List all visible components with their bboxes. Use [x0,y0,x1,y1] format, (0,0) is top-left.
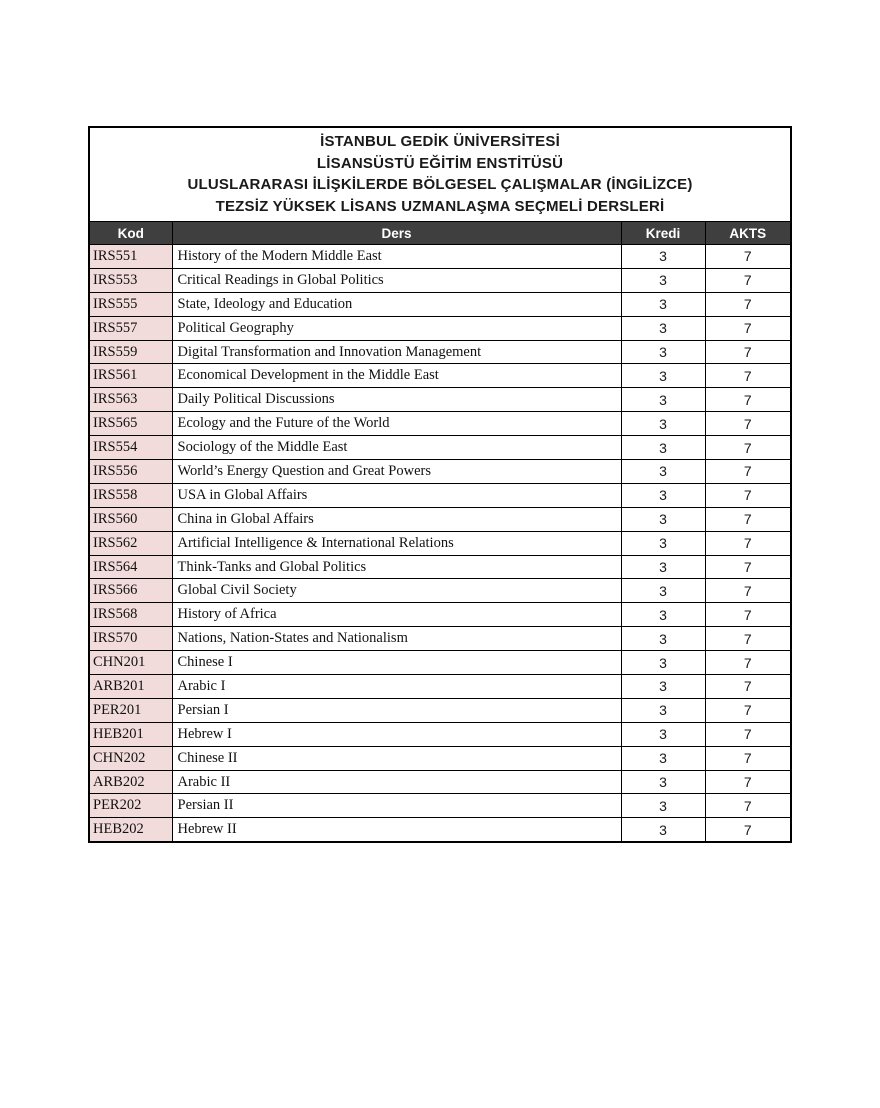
course-credit-cell: 3 [621,507,705,531]
course-name-cell: Critical Readings in Global Politics [172,268,621,292]
course-credit-cell: 3 [621,627,705,651]
course-credit-cell: 3 [621,531,705,555]
course-code-cell: IRS562 [89,531,172,555]
course-row [89,818,791,842]
course-akts-cell: 7 [705,651,791,675]
course-code-cell: CHN201 [89,651,172,675]
course-credit-cell: 3 [621,651,705,675]
course-name-cell: Chinese II [172,746,621,770]
course-akts-cell: 7 [705,507,791,531]
course-code-cell: IRS559 [89,340,172,364]
course-credit-cell: 3 [621,245,705,269]
title-line-university: İSTANBUL GEDİK ÜNİVERSİTESİ [320,133,560,150]
course-credit-cell: 3 [621,316,705,340]
course-credit-cell: 3 [621,340,705,364]
course-akts-cell: 7 [705,268,791,292]
course-credit-cell: 3 [621,722,705,746]
course-name-cell: China in Global Affairs [172,507,621,531]
course-akts-cell: 7 [705,794,791,818]
course-credit-cell: 3 [621,675,705,699]
course-akts-cell: 7 [705,579,791,603]
course-row [89,340,791,364]
course-credit-cell: 3 [621,746,705,770]
course-row [89,388,791,412]
course-akts-cell: 7 [705,340,791,364]
course-row [89,627,791,651]
course-table-body [89,245,791,843]
course-name-cell: Ecology and the Future of the World [172,412,621,436]
course-code-cell: IRS563 [89,388,172,412]
course-row [89,651,791,675]
course-akts-cell: 7 [705,555,791,579]
course-code-cell: PER202 [89,794,172,818]
course-akts-cell: 7 [705,698,791,722]
course-name-cell: USA in Global Affairs [172,483,621,507]
course-credit-cell: 3 [621,579,705,603]
course-credit-cell: 3 [621,388,705,412]
course-row [89,245,791,269]
course-credit-cell: 3 [621,603,705,627]
course-name-cell: World’s Energy Question and Great Powers [172,460,621,484]
course-name-cell: History of Africa [172,603,621,627]
course-name-cell: Digital Transformation and Innovation Management [172,340,621,364]
course-name-cell: Arabic I [172,675,621,699]
course-code-cell: IRS564 [89,555,172,579]
course-row [89,436,791,460]
course-name-cell: Arabic II [172,770,621,794]
course-name-cell: Political Geography [172,316,621,340]
course-code-cell: IRS551 [89,245,172,269]
course-code-cell: HEB202 [89,818,172,842]
course-akts-cell: 7 [705,292,791,316]
course-credit-cell: 3 [621,292,705,316]
course-code-cell: IRS558 [89,483,172,507]
course-credit-cell: 3 [621,460,705,484]
course-code-cell: IRS568 [89,603,172,627]
course-akts-cell: 7 [705,627,791,651]
course-credit-cell: 3 [621,364,705,388]
course-credit-cell: 3 [621,794,705,818]
course-akts-cell: 7 [705,675,791,699]
course-name-cell: Chinese I [172,651,621,675]
course-code-cell: HEB201 [89,722,172,746]
course-code-cell: IRS565 [89,412,172,436]
course-akts-cell: 7 [705,746,791,770]
course-akts-cell: 7 [705,436,791,460]
course-credit-cell: 3 [621,818,705,842]
course-row [89,507,791,531]
course-name-cell: Global Civil Society [172,579,621,603]
course-akts-cell: 7 [705,818,791,842]
table-title [89,127,791,222]
course-credit-cell: 3 [621,770,705,794]
course-code-cell: ARB202 [89,770,172,794]
course-name-cell: Persian II [172,794,621,818]
column-header-kod: Kod [89,222,172,245]
course-akts-cell: 7 [705,770,791,794]
course-akts-cell: 7 [705,245,791,269]
course-code-cell: IRS560 [89,507,172,531]
course-name-cell: Think-Tanks and Global Politics [172,555,621,579]
table-title-row [89,127,791,222]
course-akts-cell: 7 [705,603,791,627]
course-row [89,675,791,699]
column-header-akts: AKTS [705,222,791,245]
column-header-ders: Ders [172,222,621,245]
course-row [89,770,791,794]
course-credit-cell: 3 [621,698,705,722]
course-row [89,483,791,507]
course-row [89,555,791,579]
course-code-cell: IRS553 [89,268,172,292]
course-row [89,698,791,722]
course-akts-cell: 7 [705,364,791,388]
course-credit-cell: 3 [621,483,705,507]
title-line-program: ULUSLARARASI İLİŞKİLERDE BÖLGESEL ÇALIŞMALAR (İNGİLİZCE) [187,176,693,193]
course-akts-cell: 7 [705,388,791,412]
column-header-kredi: Kredi [621,222,705,245]
course-name-cell: Nations, Nation-States and Nationalism [172,627,621,651]
course-name-cell: Daily Political Discussions [172,388,621,412]
course-akts-cell: 7 [705,412,791,436]
course-code-cell: IRS554 [89,436,172,460]
course-row [89,364,791,388]
course-akts-cell: 7 [705,316,791,340]
course-code-cell: IRS556 [89,460,172,484]
course-row [89,746,791,770]
course-name-cell: Economical Development in the Middle East [172,364,621,388]
course-credit-cell: 3 [621,412,705,436]
course-name-cell: Artificial Intelligence & International Relations [172,531,621,555]
title-line-course-group: TEZSİZ YÜKSEK LİSANS UZMANLAŞMA SEÇMELİ DERSLERİ [215,197,665,215]
course-code-cell: ARB201 [89,675,172,699]
course-name-cell: History of the Modern Middle East [172,245,621,269]
title-line-institute: LİSANSÜSTÜ EĞİTİM ENSTİTÜSÜ [316,154,564,172]
course-row [89,722,791,746]
course-name-cell: Hebrew II [172,818,621,842]
course-credit-cell: 3 [621,436,705,460]
course-credit-cell: 3 [621,268,705,292]
course-row [89,460,791,484]
course-akts-cell: 7 [705,483,791,507]
course-akts-cell: 7 [705,531,791,555]
course-akts-cell: 7 [705,460,791,484]
course-code-cell: IRS555 [89,292,172,316]
course-code-cell: IRS561 [89,364,172,388]
course-code-cell: IRS557 [89,316,172,340]
course-row [89,794,791,818]
course-row [89,292,791,316]
course-name-cell: Hebrew I [172,722,621,746]
course-row [89,531,791,555]
course-row [89,579,791,603]
course-code-cell: CHN202 [89,746,172,770]
course-code-cell: IRS570 [89,627,172,651]
course-name-cell: State, Ideology and Education [172,292,621,316]
course-credit-cell: 3 [621,555,705,579]
course-row [89,268,791,292]
course-name-cell: Persian I [172,698,621,722]
course-akts-cell: 7 [705,722,791,746]
course-row [89,316,791,340]
course-row [89,603,791,627]
course-name-cell: Sociology of the Middle East [172,436,621,460]
course-table [88,126,792,843]
course-row [89,412,791,436]
column-header-row [89,222,791,245]
course-code-cell: IRS566 [89,579,172,603]
course-code-cell: PER201 [89,698,172,722]
